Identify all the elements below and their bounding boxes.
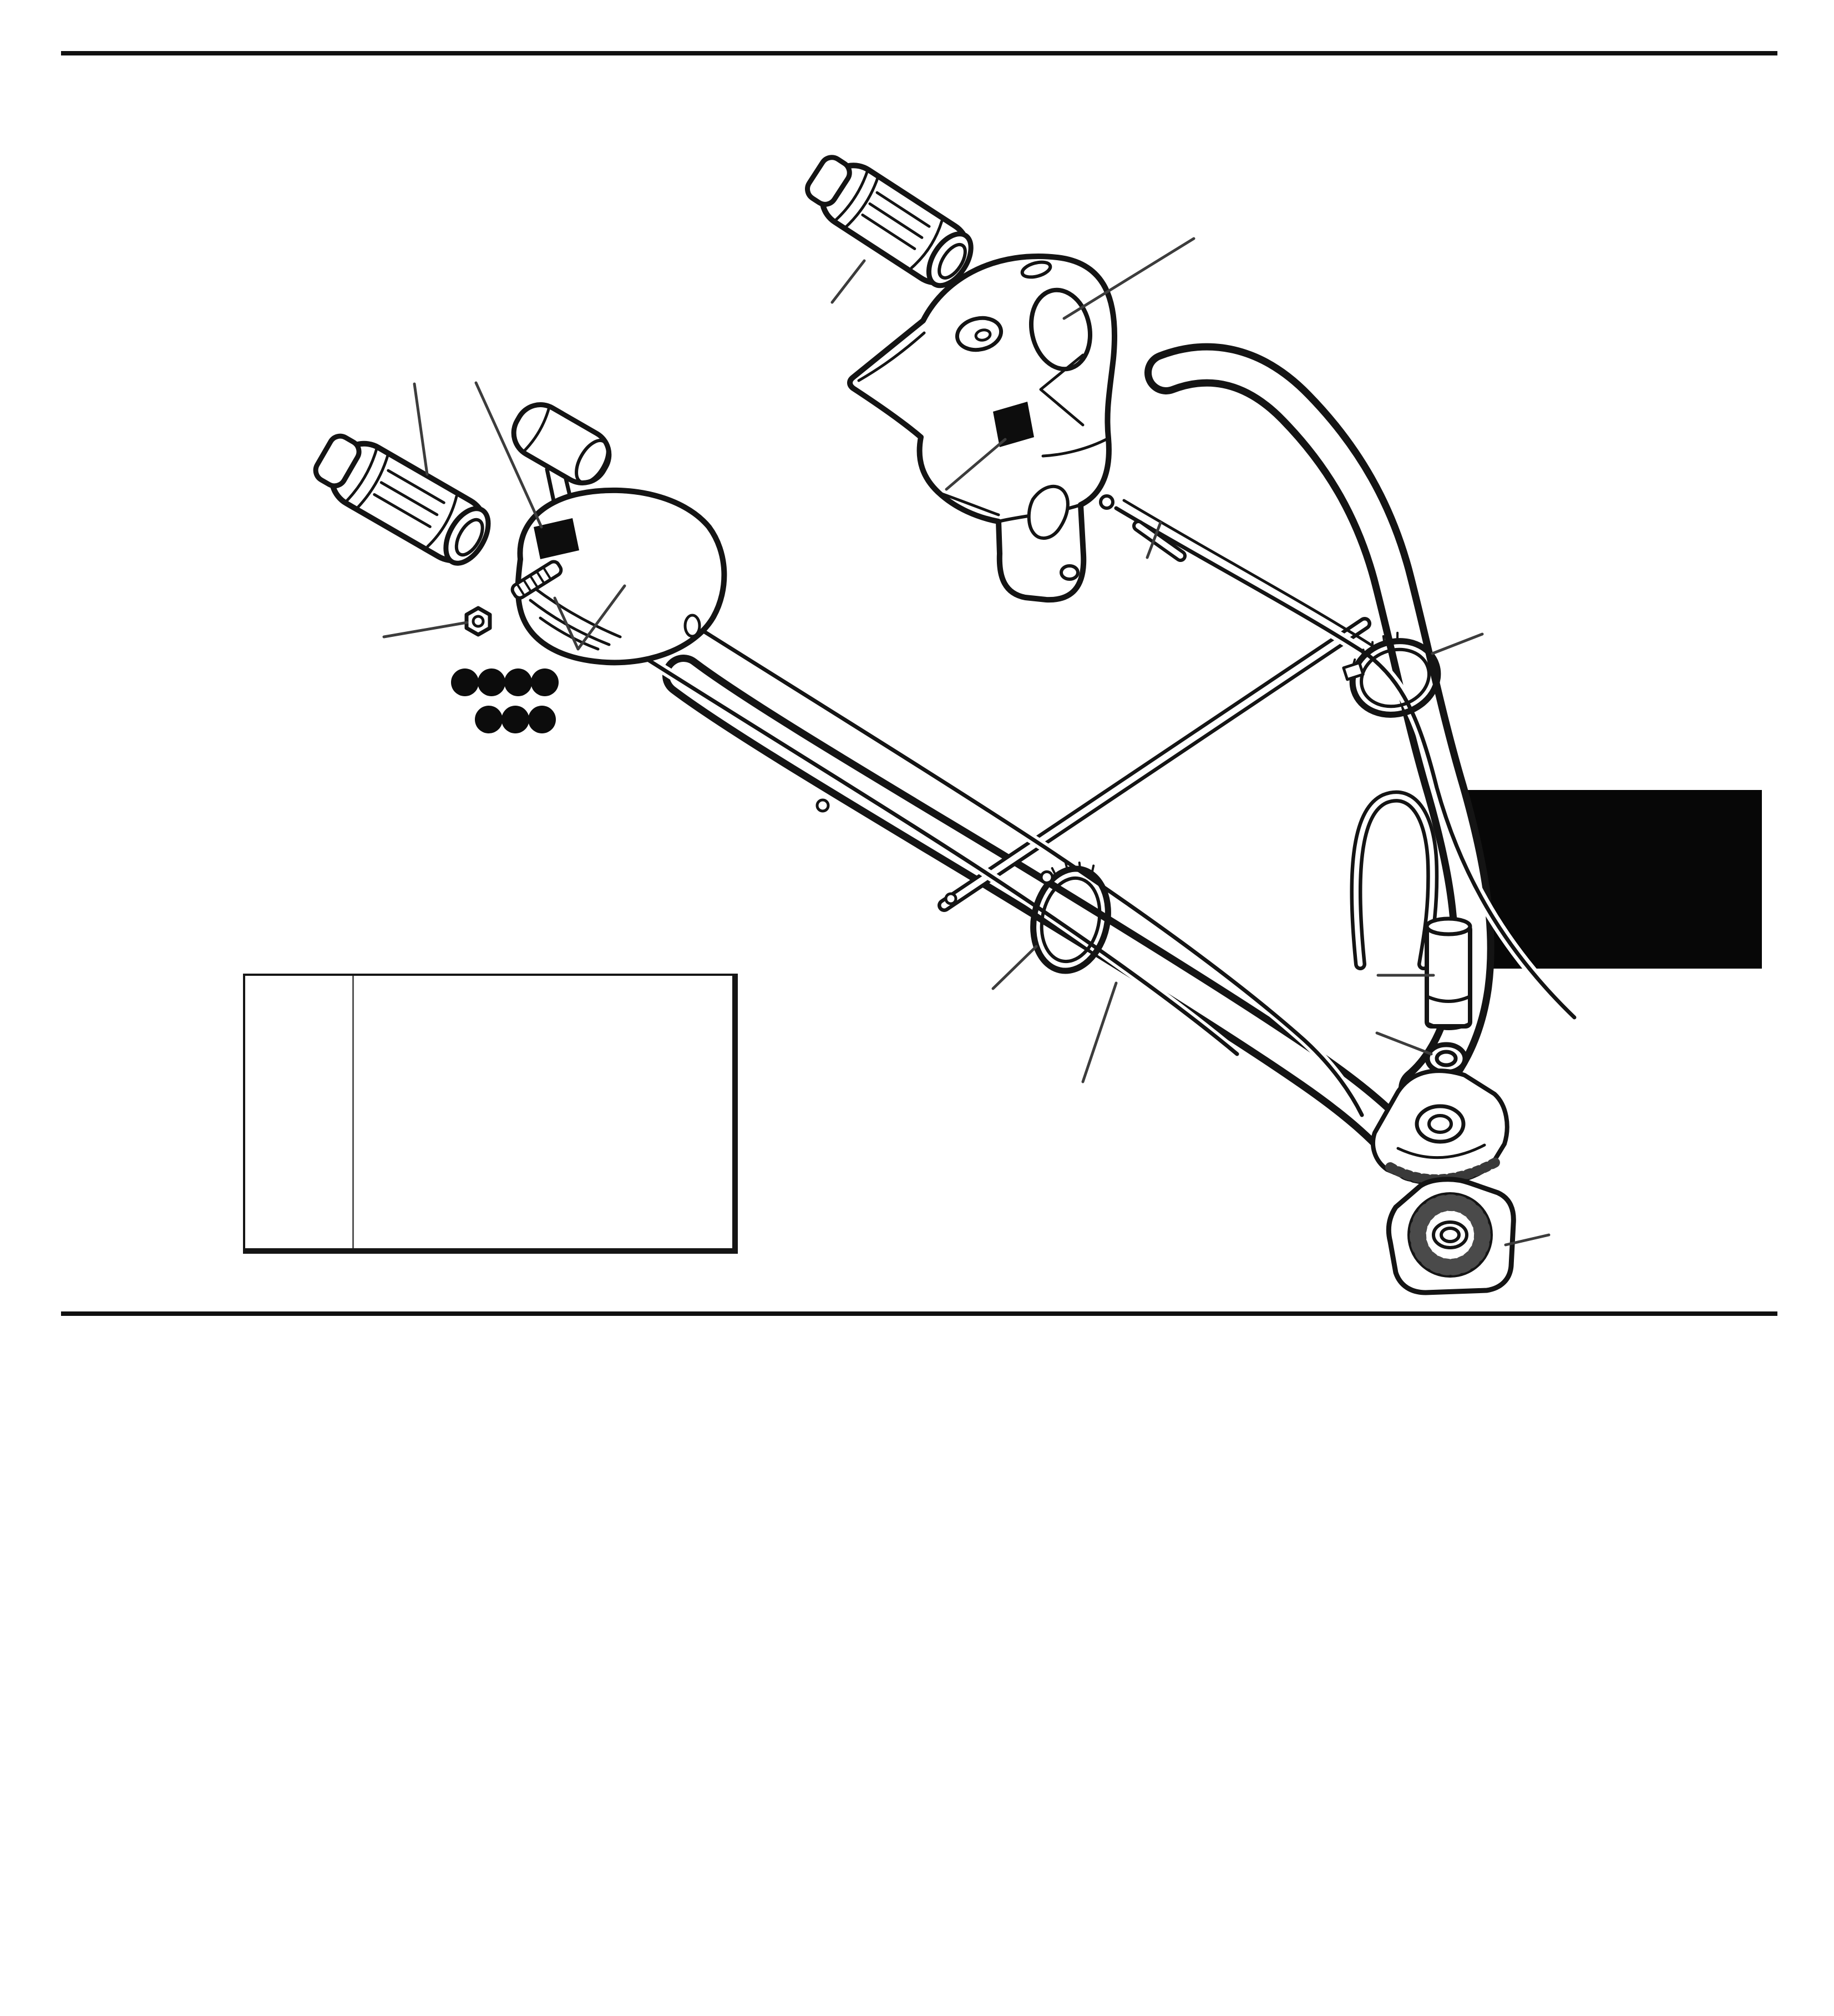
lever-spring [1356,797,1432,964]
nut-part [467,608,490,635]
tube-screw-icon [817,800,828,811]
grip-left [308,426,498,573]
grip-top [799,146,981,295]
crossbar-screw-icon [946,894,956,904]
legend-motor-labels [245,976,354,1248]
legend-entries [354,976,732,1248]
title-rule-table [61,1311,1777,1316]
cable-end-fitting-icon [1101,496,1113,508]
washer-part [1427,1045,1465,1072]
throttle-housing [850,256,1114,600]
combo-callout-8-1 [451,668,559,696]
lever-part [1427,919,1470,1029]
accelerator-housing [510,490,725,662]
combo-callout-8-2 [475,706,556,733]
handlebar-mount [1373,1071,1507,1183]
toothed-plate [1389,1179,1513,1293]
parts-table-header [61,1349,1779,1382]
engine-legend-box [243,974,738,1254]
handlebar-crossbar [944,624,1365,905]
page-title-table [61,1253,87,1294]
